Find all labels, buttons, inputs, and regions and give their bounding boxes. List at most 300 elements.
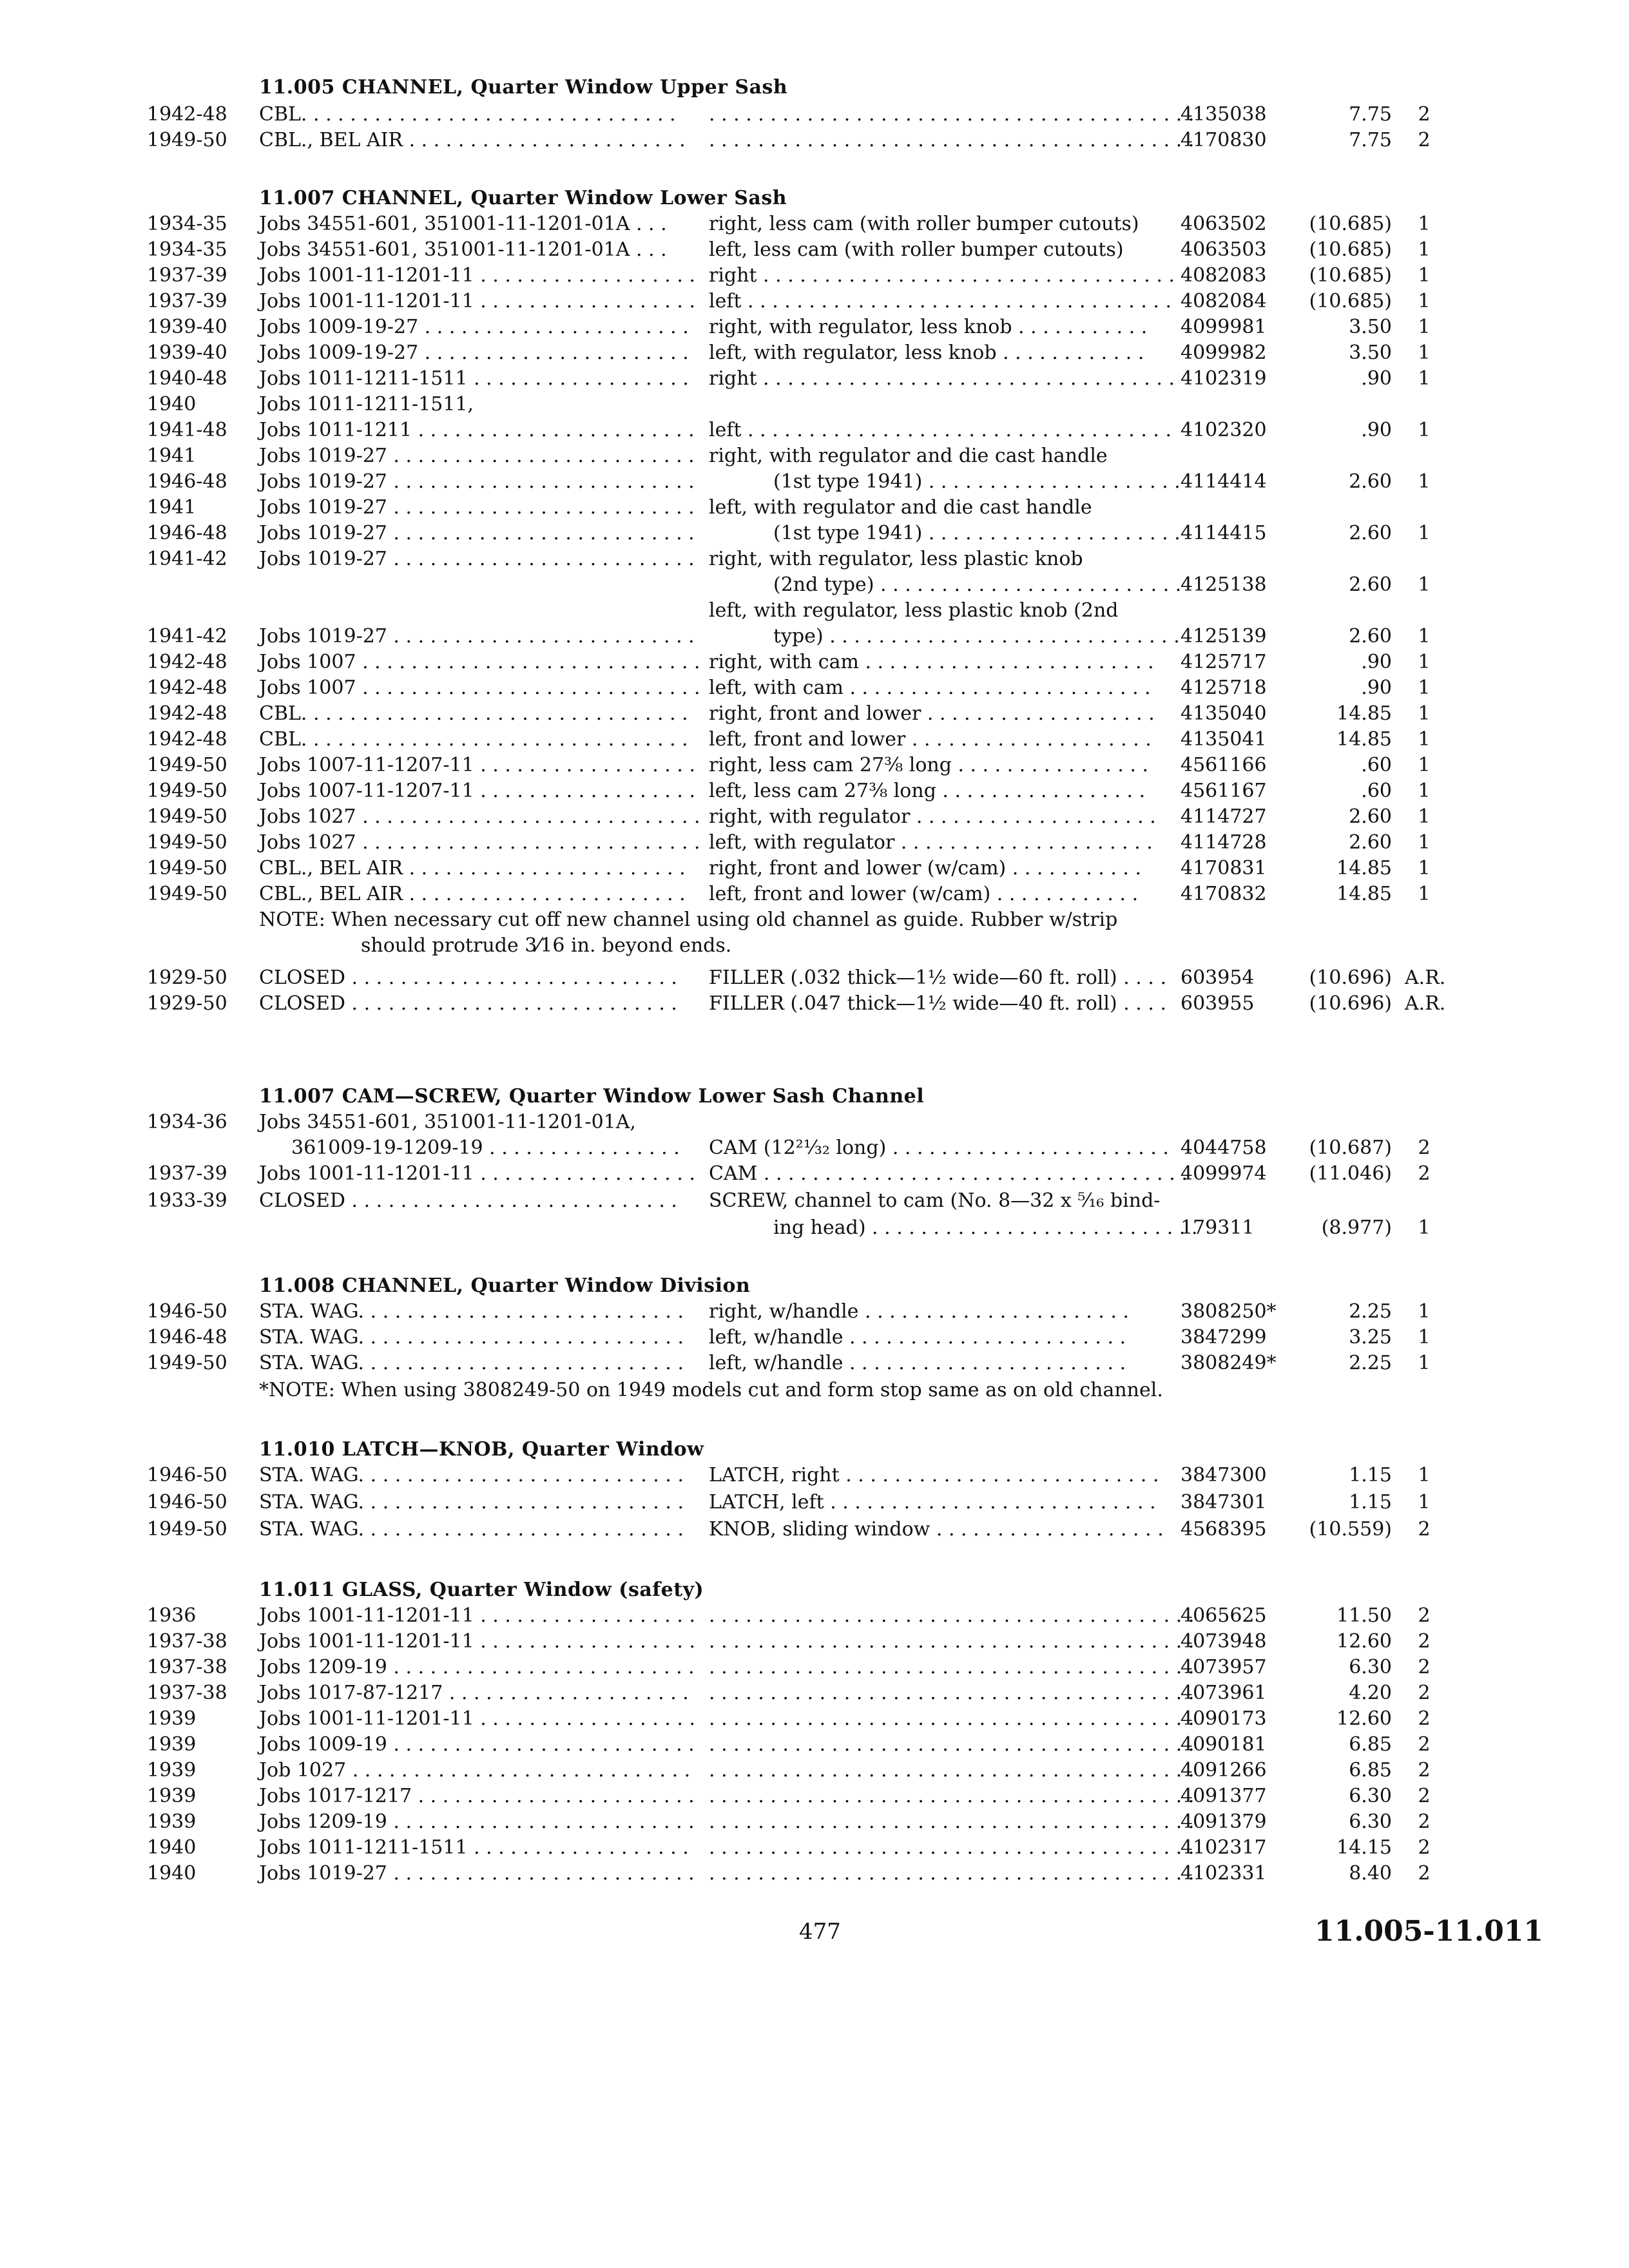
part-number: 3847301 — [1181, 1491, 1267, 1514]
description: KNOB, sliding window . . . . . . . . . . . . . . . . . . . — [709, 1518, 1164, 1541]
quantity: 1 — [1418, 290, 1431, 312]
description: . . . . . . . . . . . . . . . . . . . . . . . . . . . . . . . . . . . . . . . . — [709, 1836, 1195, 1859]
price: 7.75 — [1349, 103, 1392, 126]
parts-row — [0, 1162, 1629, 1188]
parts-row — [0, 1862, 1629, 1888]
model-year: 1940-48 — [147, 367, 227, 390]
parts-row — [0, 857, 1629, 883]
parts-row — [0, 1137, 1629, 1162]
model-year: 1949-50 — [147, 805, 227, 828]
quantity: 2 — [1418, 1162, 1431, 1185]
part-number: 4099974 — [1181, 1162, 1267, 1185]
description: LATCH, right . . . . . . . . . . . . . . . . . . . . . . . . . . — [709, 1464, 1159, 1486]
description: SCREW, channel to cam (No. 8—32 x ⁵⁄₁₆ bind- — [709, 1189, 1161, 1212]
model-year: 1939 — [147, 1785, 197, 1807]
part-number: 603954 — [1181, 966, 1255, 989]
section-title: 11.007 CHANNEL, Quarter Window Lower Sash — [259, 187, 787, 209]
description: right, with regulator, less knob . . . . . . . . . . . — [709, 316, 1148, 338]
part-number: 4091379 — [1181, 1811, 1267, 1833]
application: Jobs 1009-19-27 . . . . . . . . . . . . . . . . . . . . . . — [259, 341, 689, 364]
price: 11.50 — [1336, 1604, 1392, 1627]
model-year: 1940 — [147, 1862, 197, 1885]
price: 2.60 — [1349, 805, 1392, 828]
model-year: 1929-50 — [147, 992, 227, 1015]
parts-row — [0, 1759, 1629, 1785]
application: Jobs 1019-27 . . . . . . . . . . . . . . . . . . . . . . . . . — [259, 470, 695, 493]
description: ing head) . . . . . . . . . . . . . . . . . . . . . . . . . . . — [773, 1216, 1198, 1239]
model-year: 1937-39 — [147, 1162, 227, 1185]
application: Jobs 1001-11-1201-11 . . . . . . . . . . . . . . . . . . — [259, 1604, 695, 1627]
price: 6.85 — [1349, 1759, 1392, 1782]
application: CLOSED . . . . . . . . . . . . . . . . . . . . . . . . . . . — [259, 966, 677, 989]
description: . . . . . . . . . . . . . . . . . . . . . . . . . . . . . . . . . . . . . . . . — [709, 1862, 1195, 1885]
description: left, with regulator, less plastic knob (2nd — [709, 599, 1119, 622]
quantity: 2 — [1418, 1630, 1431, 1653]
model-year: 1941-42 — [147, 548, 227, 570]
parts-row — [0, 238, 1629, 264]
quantity: 1 — [1418, 754, 1431, 776]
model-year: 1934-35 — [147, 213, 227, 235]
quantity: 1 — [1418, 780, 1431, 802]
part-number: 3847300 — [1181, 1464, 1267, 1486]
description: (1st type 1941) . . . . . . . . . . . . . . . . . . . . . — [773, 522, 1181, 544]
part-number: 4065625 — [1181, 1604, 1267, 1627]
quantity: 1 — [1418, 213, 1431, 235]
model-year: 1937-38 — [147, 1656, 227, 1678]
parts-row — [0, 625, 1629, 651]
model-year: 1949-50 — [147, 754, 227, 776]
parts-row — [0, 496, 1629, 522]
model-year: 1946-48 — [147, 470, 227, 493]
parts-row — [0, 1707, 1629, 1733]
quantity: 2 — [1418, 1682, 1431, 1704]
part-number: 4114727 — [1181, 805, 1267, 828]
quantity: 1 — [1418, 883, 1431, 905]
model-year: 1949-50 — [147, 129, 227, 151]
part-number: 4114728 — [1181, 831, 1267, 854]
application: Jobs 1017-1217 . . . . . . . . . . . . . . . . . . . . . . . — [259, 1785, 695, 1807]
parts-row — [0, 522, 1629, 548]
model-year: 1949-50 — [147, 831, 227, 854]
application: Jobs 1001-11-1201-11 . . . . . . . . . . . . . . . . . . — [259, 290, 695, 312]
model-year: 1941-42 — [147, 625, 227, 648]
price: 7.75 — [1349, 129, 1392, 151]
parts-row — [0, 1656, 1629, 1682]
price: (11.046) — [1309, 1162, 1392, 1185]
section-title: 11.011 GLASS, Quarter Window (safety) — [259, 1579, 704, 1601]
description: . . . . . . . . . . . . . . . . . . . . . . . . . . . . . . . . . . . . . . . . — [709, 129, 1195, 151]
application: Jobs 34551-601, 351001-11-1201-01A . . . — [259, 213, 667, 235]
quantity: 2 — [1418, 1604, 1431, 1627]
part-number: 4063503 — [1181, 238, 1267, 261]
quantity: 1 — [1418, 1326, 1431, 1349]
part-number: 3847299 — [1181, 1326, 1267, 1349]
model-year: 1939 — [147, 1733, 197, 1756]
parts-row — [0, 1189, 1629, 1215]
application: Jobs 1019-27 . . . . . . . . . . . . . . . . . . . . . . . . . — [259, 548, 695, 570]
price: .90 — [1361, 677, 1392, 699]
description: left, with regulator, less knob . . . . . . . . . . . . — [709, 341, 1144, 364]
description: left, w/handle . . . . . . . . . . . . . . . . . . . . . . . — [709, 1352, 1126, 1374]
application: Jobs 1019-27 . . . . . . . . . . . . . . . . . . . . . . . . . — [259, 522, 695, 544]
quantity: 1 — [1418, 419, 1431, 441]
description: CAM (12²¹⁄₃₂ long) . . . . . . . . . . . . . . . . . . . . . . . — [709, 1137, 1169, 1159]
parts-row — [0, 677, 1629, 702]
quantity: 2 — [1418, 1759, 1431, 1782]
price: (10.687) — [1309, 1137, 1392, 1159]
parts-row — [0, 1836, 1629, 1862]
parts-row — [0, 470, 1629, 496]
price: (10.685) — [1309, 264, 1392, 287]
application: STA. WAG. . . . . . . . . . . . . . . . . . . . . . . . . . . — [259, 1464, 684, 1486]
description: left, w/handle . . . . . . . . . . . . . . . . . . . . . . . — [709, 1326, 1126, 1349]
description: right, less cam (with roller bumper cutouts) — [709, 213, 1139, 235]
price: 3.50 — [1349, 341, 1392, 364]
application: Jobs 1011-1211-1511, — [259, 393, 474, 416]
part-number: 4125138 — [1181, 573, 1267, 596]
description: right, with regulator, less plastic knob — [709, 548, 1083, 570]
price: 2.60 — [1349, 522, 1392, 544]
part-number: 4125139 — [1181, 625, 1267, 648]
price: .60 — [1361, 780, 1392, 802]
application: Jobs 34551-601, 351001-11-1201-01A, — [259, 1111, 636, 1133]
section-title: 11.010 LATCH—KNOB, Quarter Window — [259, 1438, 704, 1461]
model-year: 1942-48 — [147, 677, 227, 699]
application: Jobs 1019-27 . . . . . . . . . . . . . . . . . . . . . . . . . — [259, 445, 695, 467]
description: right, with regulator . . . . . . . . . . . . . . . . . . . . — [709, 805, 1156, 828]
part-number: 4170831 — [1181, 857, 1267, 879]
price: 2.25 — [1349, 1300, 1392, 1323]
price: 2.25 — [1349, 1352, 1392, 1374]
application: CBL., BEL AIR . . . . . . . . . . . . . . . . . . . . . . . — [259, 129, 686, 151]
part-number: 4091377 — [1181, 1785, 1267, 1807]
parts-row — [0, 728, 1629, 754]
quantity: 1 — [1418, 470, 1431, 493]
parts-row — [0, 316, 1629, 341]
parts-row — [0, 780, 1629, 805]
section-title: 11.008 CHANNEL, Quarter Window Division — [259, 1274, 751, 1297]
price: 3.50 — [1349, 316, 1392, 338]
model-year: 1937-39 — [147, 264, 227, 287]
description: (2nd type) . . . . . . . . . . . . . . . . . . . . . . . . . — [773, 573, 1182, 596]
application: CBL. . . . . . . . . . . . . . . . . . . . . . . . . . . . . . . — [259, 103, 676, 126]
application: Jobs 1027 . . . . . . . . . . . . . . . . . . . . . . . . . . . . — [259, 831, 700, 854]
price: 12.60 — [1336, 1707, 1392, 1730]
application: Jobs 1019-27 . . . . . . . . . . . . . . . . . . . . . . . . . — [259, 625, 695, 648]
parts-row — [0, 702, 1629, 728]
model-year: 1937-39 — [147, 290, 227, 312]
price: 14.85 — [1336, 883, 1392, 905]
application: Jobs 1209-19 . . . . . . . . . . . . . . . . . . . . . . . . . — [259, 1656, 695, 1678]
application: STA. WAG. . . . . . . . . . . . . . . . . . . . . . . . . . . — [259, 1491, 684, 1514]
quantity: 1 — [1418, 341, 1431, 364]
description: right . . . . . . . . . . . . . . . . . . . . . . . . . . . . . . . . . . — [709, 367, 1175, 390]
part-number: 4102320 — [1181, 419, 1267, 441]
model-year: 1942-48 — [147, 103, 227, 126]
description: FILLER (.047 thick—1½ wide—40 ft. roll) . . . . — [709, 992, 1166, 1015]
price: 14.85 — [1336, 702, 1392, 725]
model-year: 1941 — [147, 496, 197, 519]
model-year: 1946-50 — [147, 1464, 227, 1486]
quantity: 1 — [1418, 857, 1431, 879]
parts-row — [0, 1682, 1629, 1707]
quantity: A.R. — [1405, 966, 1446, 989]
application: CLOSED . . . . . . . . . . . . . . . . . . . . . . . . . . . — [259, 992, 677, 1015]
description: right, less cam 27⅜ long . . . . . . . . . . . . . . . . — [709, 754, 1149, 776]
part-number: 4099981 — [1181, 316, 1267, 338]
part-number: 4073957 — [1181, 1656, 1267, 1678]
parts-row — [0, 103, 1629, 129]
description: left, less cam 27⅜ long . . . . . . . . . . . . . . . . . — [709, 780, 1146, 802]
quantity: 1 — [1418, 573, 1431, 596]
quantity: 2 — [1418, 1862, 1431, 1885]
price: 3.25 — [1349, 1326, 1392, 1349]
description: . . . . . . . . . . . . . . . . . . . . . . . . . . . . . . . . . . . . . . . . — [709, 103, 1195, 126]
description: type) . . . . . . . . . . . . . . . . . . . . . . . . . . . . . — [773, 625, 1180, 648]
parts-row — [0, 419, 1629, 445]
part-number: 4561167 — [1181, 780, 1267, 802]
parts-row — [0, 213, 1629, 238]
description: . . . . . . . . . . . . . . . . . . . . . . . . . . . . . . . . . . . . . . . . — [709, 1759, 1195, 1782]
parts-row — [0, 445, 1629, 470]
description: right . . . . . . . . . . . . . . . . . . . . . . . . . . . . . . . . . . — [709, 264, 1175, 287]
price: 6.85 — [1349, 1733, 1392, 1756]
section-note: NOTE: When necessary cut off new channel using old channel as guide. Rubber w/strip — [259, 908, 1118, 931]
quantity: 1 — [1418, 677, 1431, 699]
application: Jobs 1007 . . . . . . . . . . . . . . . . . . . . . . . . . . . . — [259, 651, 700, 673]
description: left, with cam . . . . . . . . . . . . . . . . . . . . . . . . . — [709, 677, 1151, 699]
model-year: 1939 — [147, 1759, 197, 1782]
application: Jobs 1007 . . . . . . . . . . . . . . . . . . . . . . . . . . . . — [259, 677, 700, 699]
section-note: *NOTE: When using 3808249-50 on 1949 models cut and form stop same as on old channel. — [259, 1379, 1163, 1401]
model-year: 1946-50 — [147, 1300, 227, 1323]
parts-row — [0, 367, 1629, 393]
application: Jobs 1009-19-27 . . . . . . . . . . . . . . . . . . . . . . — [259, 316, 689, 338]
quantity: 1 — [1418, 625, 1431, 648]
model-year: 1934-36 — [147, 1111, 227, 1133]
parts-row — [0, 1604, 1629, 1630]
quantity: 1 — [1418, 651, 1431, 673]
price: 6.30 — [1349, 1785, 1392, 1807]
description: right, front and lower . . . . . . . . . . . . . . . . . . . — [709, 702, 1155, 725]
quantity: 2 — [1418, 1811, 1431, 1833]
part-number: 4568395 — [1181, 1518, 1267, 1541]
model-year: 1949-50 — [147, 1352, 227, 1374]
description: LATCH, left . . . . . . . . . . . . . . . . . . . . . . . . . . . — [709, 1491, 1156, 1514]
application: Jobs 1209-19 . . . . . . . . . . . . . . . . . . . . . . . . . — [259, 1811, 695, 1833]
application: CBL., BEL AIR . . . . . . . . . . . . . . . . . . . . . . . — [259, 857, 686, 879]
model-year: 1949-50 — [147, 1518, 227, 1541]
model-year: 1946-48 — [147, 1326, 227, 1349]
application: STA. WAG. . . . . . . . . . . . . . . . . . . . . . . . . . . — [259, 1300, 684, 1323]
parts-row — [0, 599, 1629, 625]
model-year: 1941-48 — [147, 419, 227, 441]
model-year: 1949-50 — [147, 857, 227, 879]
model-year: 1939-40 — [147, 316, 227, 338]
model-year: 1949-50 — [147, 883, 227, 905]
model-year: 1933-39 — [147, 1189, 227, 1212]
page-section-range: 11.005-11.011 — [1315, 1915, 1544, 1948]
model-year: 1929-50 — [147, 966, 227, 989]
parts-row — [0, 1464, 1629, 1490]
quantity: 1 — [1418, 1491, 1431, 1514]
part-number: 4170832 — [1181, 883, 1267, 905]
model-year: 1940 — [147, 393, 197, 416]
model-year: 1934-35 — [147, 238, 227, 261]
price: (8.977) — [1321, 1216, 1392, 1239]
part-number: 4135041 — [1181, 728, 1267, 751]
description: left, front and lower (w/cam) . . . . . . . . . . . . — [709, 883, 1139, 905]
application: CBL. . . . . . . . . . . . . . . . . . . . . . . . . . . . . . . . — [259, 728, 688, 751]
description: right, with cam . . . . . . . . . . . . . . . . . . . . . . . . — [709, 651, 1154, 673]
description: . . . . . . . . . . . . . . . . . . . . . . . . . . . . . . . . . . . . . . . . — [709, 1811, 1195, 1833]
model-year: 1941 — [147, 445, 197, 467]
application: Job 1027 . . . . . . . . . . . . . . . . . . . . . . . . . . . . — [259, 1759, 691, 1782]
part-number: 4125717 — [1181, 651, 1267, 673]
description: . . . . . . . . . . . . . . . . . . . . . . . . . . . . . . . . . . . . . . . . — [709, 1733, 1195, 1756]
model-year: 1946-48 — [147, 522, 227, 544]
price: .90 — [1361, 367, 1392, 390]
parts-row — [0, 290, 1629, 316]
model-year: 1940 — [147, 1836, 197, 1859]
description: FILLER (.032 thick—1½ wide—60 ft. roll) . . . . — [709, 966, 1166, 989]
parts-row — [0, 573, 1629, 599]
part-number: 3808250* — [1181, 1300, 1277, 1323]
application: Jobs 1001-11-1201-11 . . . . . . . . . . . . . . . . . . — [259, 1162, 695, 1185]
quantity: 1 — [1418, 702, 1431, 725]
part-number: 4073948 — [1181, 1630, 1267, 1653]
description: left . . . . . . . . . . . . . . . . . . . . . . . . . . . . . . . . . . . — [709, 419, 1172, 441]
part-number: 4170830 — [1181, 129, 1267, 151]
quantity: 1 — [1418, 1352, 1431, 1374]
parts-row — [0, 1491, 1629, 1517]
quantity: 2 — [1418, 129, 1431, 151]
quantity: 2 — [1418, 1836, 1431, 1859]
quantity: 1 — [1418, 1216, 1431, 1239]
parts-row — [0, 831, 1629, 857]
price: (10.685) — [1309, 290, 1392, 312]
parts-row — [0, 341, 1629, 367]
section-title: 11.007 CAM—SCREW, Quarter Window Lower Sash Channel — [259, 1085, 925, 1108]
part-number: 4114414 — [1181, 470, 1267, 493]
price: (10.685) — [1309, 213, 1392, 235]
application: Jobs 1019-27 . . . . . . . . . . . . . . . . . . . . . . . . . — [259, 496, 695, 519]
part-number: 4114415 — [1181, 522, 1267, 544]
description: left . . . . . . . . . . . . . . . . . . . . . . . . . . . . . . . . . . . — [709, 290, 1172, 312]
parts-row — [0, 1352, 1629, 1378]
quantity: 1 — [1418, 238, 1431, 261]
part-number: 4063502 — [1181, 213, 1267, 235]
price: (10.696) — [1309, 966, 1392, 989]
price: 2.60 — [1349, 625, 1392, 648]
parts-row — [0, 1326, 1629, 1352]
model-year: 1942-48 — [147, 651, 227, 673]
part-number: 4102331 — [1181, 1862, 1267, 1885]
part-number: 4090181 — [1181, 1733, 1267, 1756]
price: .90 — [1361, 419, 1392, 441]
description: left, with regulator and die cast handle — [709, 496, 1092, 519]
application: Jobs 1011-1211-1511 . . . . . . . . . . . . . . . . . . — [259, 1836, 689, 1859]
parts-row — [0, 754, 1629, 780]
price: (10.685) — [1309, 238, 1392, 261]
part-number: 4091266 — [1181, 1759, 1267, 1782]
quantity: 2 — [1418, 1137, 1431, 1159]
price: 2.60 — [1349, 573, 1392, 596]
part-number: 4082084 — [1181, 290, 1267, 312]
application: Jobs 1011-1211 . . . . . . . . . . . . . . . . . . . . . . . — [259, 419, 695, 441]
parts-row — [0, 1785, 1629, 1811]
description: . . . . . . . . . . . . . . . . . . . . . . . . . . . . . . . . . . . . . . . . — [709, 1656, 1195, 1678]
quantity: 1 — [1418, 1300, 1431, 1323]
application: Jobs 1001-11-1201-11 . . . . . . . . . . . . . . . . . . — [259, 264, 695, 287]
price: 6.30 — [1349, 1656, 1392, 1678]
part-number: 4073961 — [1181, 1682, 1267, 1704]
price: 8.40 — [1349, 1862, 1392, 1885]
price: .90 — [1361, 651, 1392, 673]
price: 1.15 — [1349, 1464, 1392, 1486]
page-number: 477 — [799, 1919, 841, 1945]
part-number: 3808249* — [1181, 1352, 1277, 1374]
model-year: 1939 — [147, 1811, 197, 1833]
quantity: 1 — [1418, 367, 1431, 390]
price: (10.696) — [1309, 992, 1392, 1015]
price: 14.15 — [1336, 1836, 1392, 1859]
application: STA. WAG. . . . . . . . . . . . . . . . . . . . . . . . . . . — [259, 1352, 684, 1374]
model-year: 1939 — [147, 1707, 197, 1730]
part-number: 4135040 — [1181, 702, 1267, 725]
application: Jobs 1017-87-1217 . . . . . . . . . . . . . . . . . . . . — [259, 1682, 689, 1704]
section-title: 11.005 CHANNEL, Quarter Window Upper Sash — [259, 76, 788, 99]
quantity: 1 — [1418, 831, 1431, 854]
description: right, with regulator and die cast handle — [709, 445, 1108, 467]
application: Jobs 1007-11-1207-11 . . . . . . . . . . . . . . . . . . — [259, 780, 695, 802]
quantity: 2 — [1418, 1785, 1431, 1807]
quantity: 2 — [1418, 1707, 1431, 1730]
price: 6.30 — [1349, 1811, 1392, 1833]
description: left, less cam (with roller bumper cutouts) — [709, 238, 1124, 261]
part-number: 4561166 — [1181, 754, 1267, 776]
parts-row — [0, 1733, 1629, 1759]
description: . . . . . . . . . . . . . . . . . . . . . . . . . . . . . . . . . . . . . . . . — [709, 1604, 1195, 1627]
parts-row — [0, 1630, 1629, 1656]
quantity: 2 — [1418, 103, 1431, 126]
model-year: 1937-38 — [147, 1630, 227, 1653]
price: 14.85 — [1336, 728, 1392, 751]
quantity: 2 — [1418, 1733, 1431, 1756]
part-number: 4099982 — [1181, 341, 1267, 364]
price: 2.60 — [1349, 831, 1392, 854]
application: Jobs 34551-601, 351001-11-1201-01A . . . — [259, 238, 667, 261]
price: .60 — [1361, 754, 1392, 776]
parts-row — [0, 883, 1629, 908]
price: 12.60 — [1336, 1630, 1392, 1653]
model-year: 1939-40 — [147, 341, 227, 364]
quantity: 2 — [1418, 1518, 1431, 1541]
quantity: A.R. — [1405, 992, 1446, 1015]
model-year: 1942-48 — [147, 728, 227, 751]
quantity: 1 — [1418, 805, 1431, 828]
quantity: 1 — [1418, 522, 1431, 544]
parts-row — [0, 992, 1629, 1018]
price: 1.15 — [1349, 1491, 1392, 1514]
parts-row — [0, 548, 1629, 573]
price: 2.60 — [1349, 470, 1392, 493]
parts-row — [0, 264, 1629, 290]
description: CAM . . . . . . . . . . . . . . . . . . . . . . . . . . . . . . . . . . . — [709, 1162, 1188, 1185]
quantity: 1 — [1418, 1464, 1431, 1486]
part-number: 4102319 — [1181, 367, 1267, 390]
parts-row — [0, 1216, 1629, 1242]
